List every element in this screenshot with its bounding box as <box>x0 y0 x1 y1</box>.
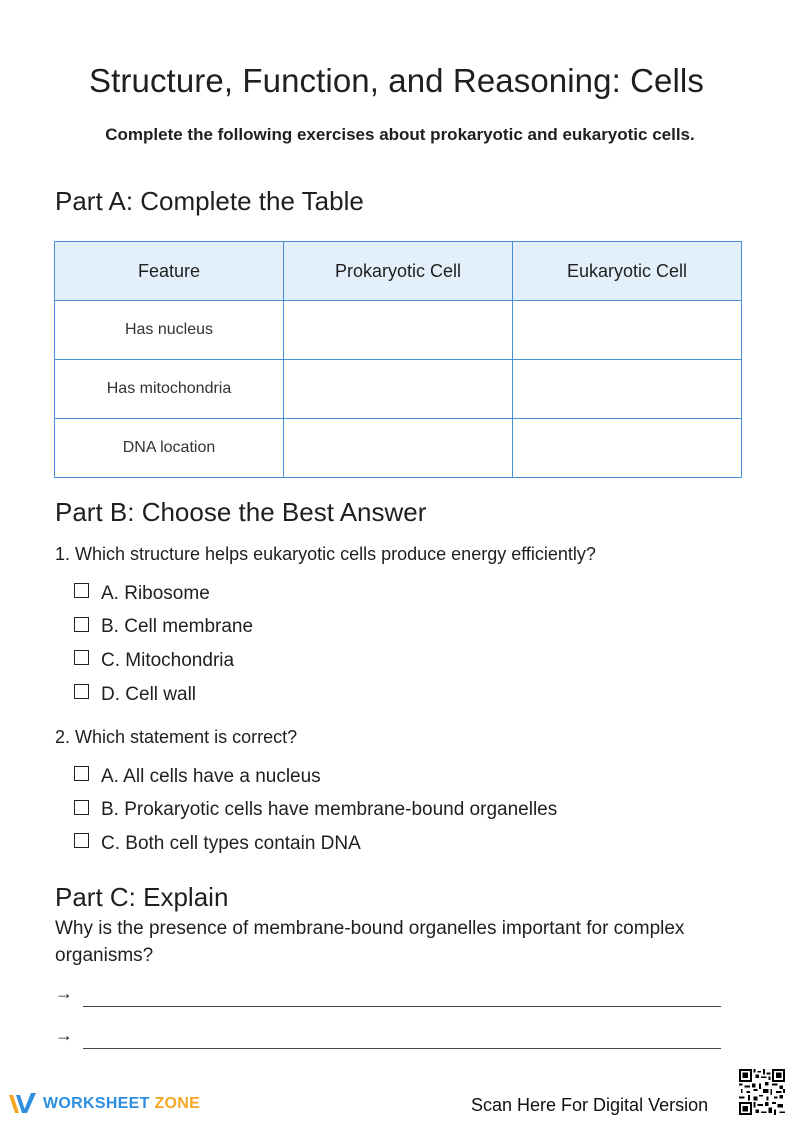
checkbox-icon[interactable] <box>74 617 89 632</box>
table-row <box>55 419 742 478</box>
checkbox-icon[interactable] <box>74 650 89 665</box>
answer-line-1[interactable] <box>55 983 721 1007</box>
page-title: Structure, Function, and Reasoning: Cells <box>89 62 704 99</box>
checkbox-icon[interactable] <box>74 833 89 848</box>
option-label: D. Cell wall <box>101 683 197 705</box>
logo-w-icon <box>8 1092 40 1116</box>
comparison-table <box>54 241 742 478</box>
part-c-title: Part C: Explain <box>55 882 229 912</box>
question-2-option-a[interactable] <box>74 760 557 794</box>
page-subtitle: Complete the following exercises about prokaryotic and eukaryotic cells. <box>105 125 695 144</box>
answer-cell-eukaryotic-mitochondria[interactable] <box>513 360 742 419</box>
answer-line-2[interactable] <box>55 1025 721 1049</box>
checkbox-icon[interactable] <box>74 684 89 699</box>
qr-code-icon[interactable] <box>739 1069 785 1115</box>
answer-rule <box>83 1006 721 1007</box>
table-header-eukaryotic: Eukaryotic Cell <box>513 242 742 301</box>
question-1-option-c[interactable] <box>74 644 253 678</box>
scan-text: Scan Here For Digital Version <box>471 1095 709 1115</box>
table-row <box>55 360 742 419</box>
arrow-right-icon: → <box>55 1025 73 1045</box>
answer-cell-eukaryotic-dna[interactable] <box>513 419 742 478</box>
row-label-has-mitochondria: Has mitochondria <box>55 360 284 419</box>
option-label: B. Prokaryotic cells have membrane-bound organelles <box>101 799 558 821</box>
question-2-option-b[interactable] <box>74 794 557 828</box>
option-label: A. Ribosome <box>101 582 210 604</box>
logo-word-worksheet: WORKSHEET <box>43 1095 150 1112</box>
arrow-right-icon: → <box>55 983 73 1003</box>
checkbox-icon[interactable] <box>74 766 89 781</box>
row-label-dna-location: DNA location <box>55 419 284 478</box>
question-1-options <box>74 577 253 711</box>
table-row <box>55 301 742 360</box>
option-label: A. All cells have a nucleus <box>101 765 321 787</box>
answer-cell-prokaryotic-mitochondria[interactable] <box>284 360 513 419</box>
answer-cell-eukaryotic-nucleus[interactable] <box>513 301 742 360</box>
question-2-option-c[interactable] <box>74 827 557 861</box>
option-label: B. Cell membrane <box>101 616 254 638</box>
answer-cell-prokaryotic-nucleus[interactable] <box>284 301 513 360</box>
question-2-options <box>74 760 557 861</box>
question-2-text: 2. Which statement is correct? <box>55 727 298 747</box>
explain-question: Why is the presence of membrane-bound organelles important for complex organisms? <box>55 918 685 966</box>
checkbox-icon[interactable] <box>74 583 89 598</box>
part-b-title: Part B: Choose the Best Answer <box>55 497 427 527</box>
question-1-text: 1. Which structure helps eukaryotic cells produce energy efficiently? <box>55 544 596 564</box>
question-1-option-a[interactable] <box>74 577 253 611</box>
option-label: C. Both cell types contain DNA <box>101 832 361 854</box>
answer-cell-prokaryotic-dna[interactable] <box>284 419 513 478</box>
option-label: C. Mitochondria <box>101 649 235 671</box>
logo-word-zone: ZONE <box>154 1095 201 1112</box>
question-1-option-b[interactable] <box>74 611 253 645</box>
question-1-option-d[interactable] <box>74 678 253 712</box>
logo-text <box>43 1095 200 1113</box>
part-a-title: Part A: Complete the Table <box>55 186 364 216</box>
row-label-has-nucleus: Has nucleus <box>55 301 284 360</box>
answer-rule <box>83 1048 721 1049</box>
checkbox-icon[interactable] <box>74 800 89 815</box>
worksheetzone-logo[interactable] <box>8 1092 200 1116</box>
table-header-row <box>55 242 742 301</box>
table-header-feature: Feature <box>55 242 284 301</box>
table-header-prokaryotic: Prokaryotic Cell <box>284 242 513 301</box>
